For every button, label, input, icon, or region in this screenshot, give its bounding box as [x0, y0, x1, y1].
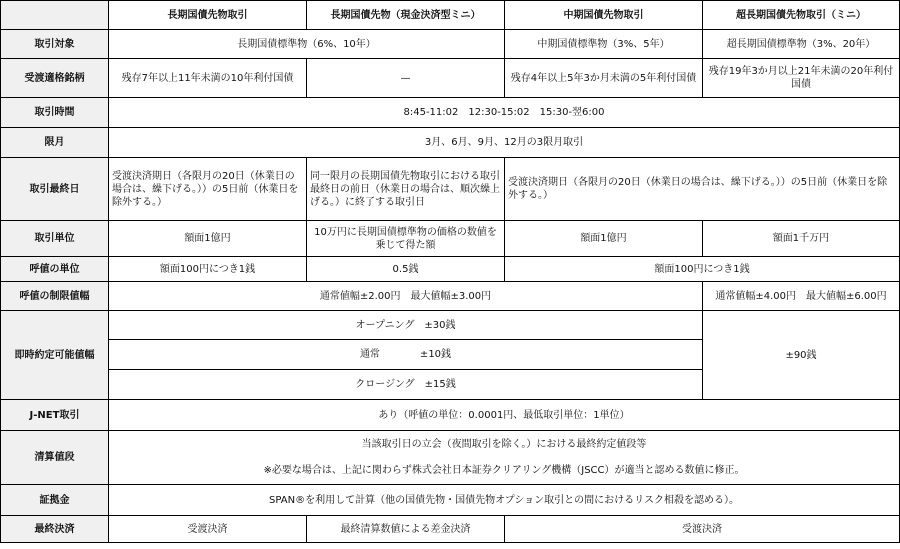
row-tick: [1, 257, 900, 282]
header-mid-futures: 中期国債先物取引: [505, 1, 703, 30]
row-settlement-line2: [1, 458, 900, 485]
last-day-mini: 同一限月の長期国債先物取引における取引最終日の前日（休業日の場合は、順次繰上げる。）に終了する取引日: [307, 158, 505, 221]
months-all: 3月、6月、9月、12月の3限月取引: [109, 128, 900, 158]
label-immediate: 即時約定可能値幅: [1, 311, 109, 400]
immediate-normal: 通常 ±10銭: [109, 340, 703, 370]
margin-all: SPAN®を利用して計算（他の国債先物・国債先物オプション取引との間におけるリスク相殺を認める）。: [109, 485, 900, 516]
unit-long: 額面1億円: [109, 221, 307, 257]
corner-cell: [1, 1, 109, 30]
unit-mini: 10万円に長期国債標準物の価格の数値を乗じて得た額: [307, 221, 505, 257]
label-tick: 呼値の単位: [1, 257, 109, 282]
target-mid: 中期国債標準物（3%、5年）: [505, 30, 703, 59]
row-settlement-line1: [1, 431, 900, 458]
last-day-long: 受渡決済期日（各限月の20日（休業日の場合は、繰下げる。））の5日前（休業日を除外する。）: [109, 158, 307, 221]
deliverable-mid: 残存4年以上5年3か月未満の5年利付国債: [505, 59, 703, 98]
row-hours: [1, 98, 900, 128]
row-jnet: [1, 400, 900, 431]
label-months: 限月: [1, 128, 109, 158]
header-long-futures: 長期国債先物取引: [109, 1, 307, 30]
deliverable-long: 残存7年以上11年未満の10年利付国債: [109, 59, 307, 98]
immediate-closing: クロージング ±15銭: [109, 370, 703, 400]
target-super: 超長期国債標準物（3%、20年）: [703, 30, 900, 59]
row-last-day: [1, 158, 900, 221]
limit-super: 通常値幅±4.00円 最大値幅±6.00円: [703, 282, 900, 311]
unit-mid: 額面1億円: [505, 221, 703, 257]
header-row: [1, 1, 900, 30]
row-immediate-opening: [1, 311, 900, 340]
row-deliverable: [1, 59, 900, 98]
label-final: 最終決済: [1, 516, 109, 543]
row-margin: [1, 485, 900, 516]
immediate-opening: オープニング ±30銭: [109, 311, 703, 340]
row-limit: [1, 282, 900, 311]
tick-mid-super: 額面100円につき1銭: [505, 257, 900, 282]
row-target: [1, 30, 900, 59]
tick-long: 額面100円につき1銭: [109, 257, 307, 282]
tick-mini: 0.5銭: [307, 257, 505, 282]
deliverable-mini: —: [307, 59, 505, 98]
last-day-mid-super: 受渡決済期日（各限月の20日（休業日の場合は、繰下げる。））の5日前（休業日を除外する。）: [505, 158, 900, 221]
final-long: 受渡決済: [109, 516, 307, 543]
label-target: 取引対象: [1, 30, 109, 59]
label-unit: 取引単位: [1, 221, 109, 257]
final-mid-super: 受渡決済: [505, 516, 900, 543]
limit-main: 通常値幅±2.00円 最大値幅±3.00円: [109, 282, 703, 311]
jnet-all: あり（呼値の単位：0.0001円、最低取引単位：1単位）: [109, 400, 900, 431]
unit-super: 額面1千万円: [703, 221, 900, 257]
settlement-line1: 当該取引日の立会（夜間取引を除く。）における最終約定値段等: [109, 431, 900, 458]
header-super-long-futures: 超長期国債先物取引（ミニ）: [703, 1, 900, 30]
final-mini: 最終清算数値による差金決済: [307, 516, 505, 543]
label-last-day: 取引最終日: [1, 158, 109, 221]
hours-all: 8:45-11:02 12:30-15:02 15:30-翌6:00: [109, 98, 900, 128]
target-long-mini: 長期国債標準物（6%、10年）: [109, 30, 505, 59]
row-final: [1, 516, 900, 543]
label-jnet: J-NET取引: [1, 400, 109, 431]
label-deliverable: 受渡適格銘柄: [1, 59, 109, 98]
immediate-super: ±90銭: [703, 311, 900, 400]
label-margin: 証拠金: [1, 485, 109, 516]
label-settlement: 清算値段: [1, 431, 109, 485]
label-hours: 取引時間: [1, 98, 109, 128]
row-unit: [1, 221, 900, 257]
row-months: [1, 128, 900, 158]
settlement-line2: ※必要な場合は、上記に関わらず株式会社日本証券クリアリング機構（JSCC）が適当と認める数値に修正。: [109, 458, 900, 485]
deliverable-super: 残存19年3か月以上21年未満の20年利付国債: [703, 59, 900, 98]
header-mini-futures: 長期国債先物（現金決済型ミニ）: [307, 1, 505, 30]
label-limit: 呼値の制限値幅: [1, 282, 109, 311]
